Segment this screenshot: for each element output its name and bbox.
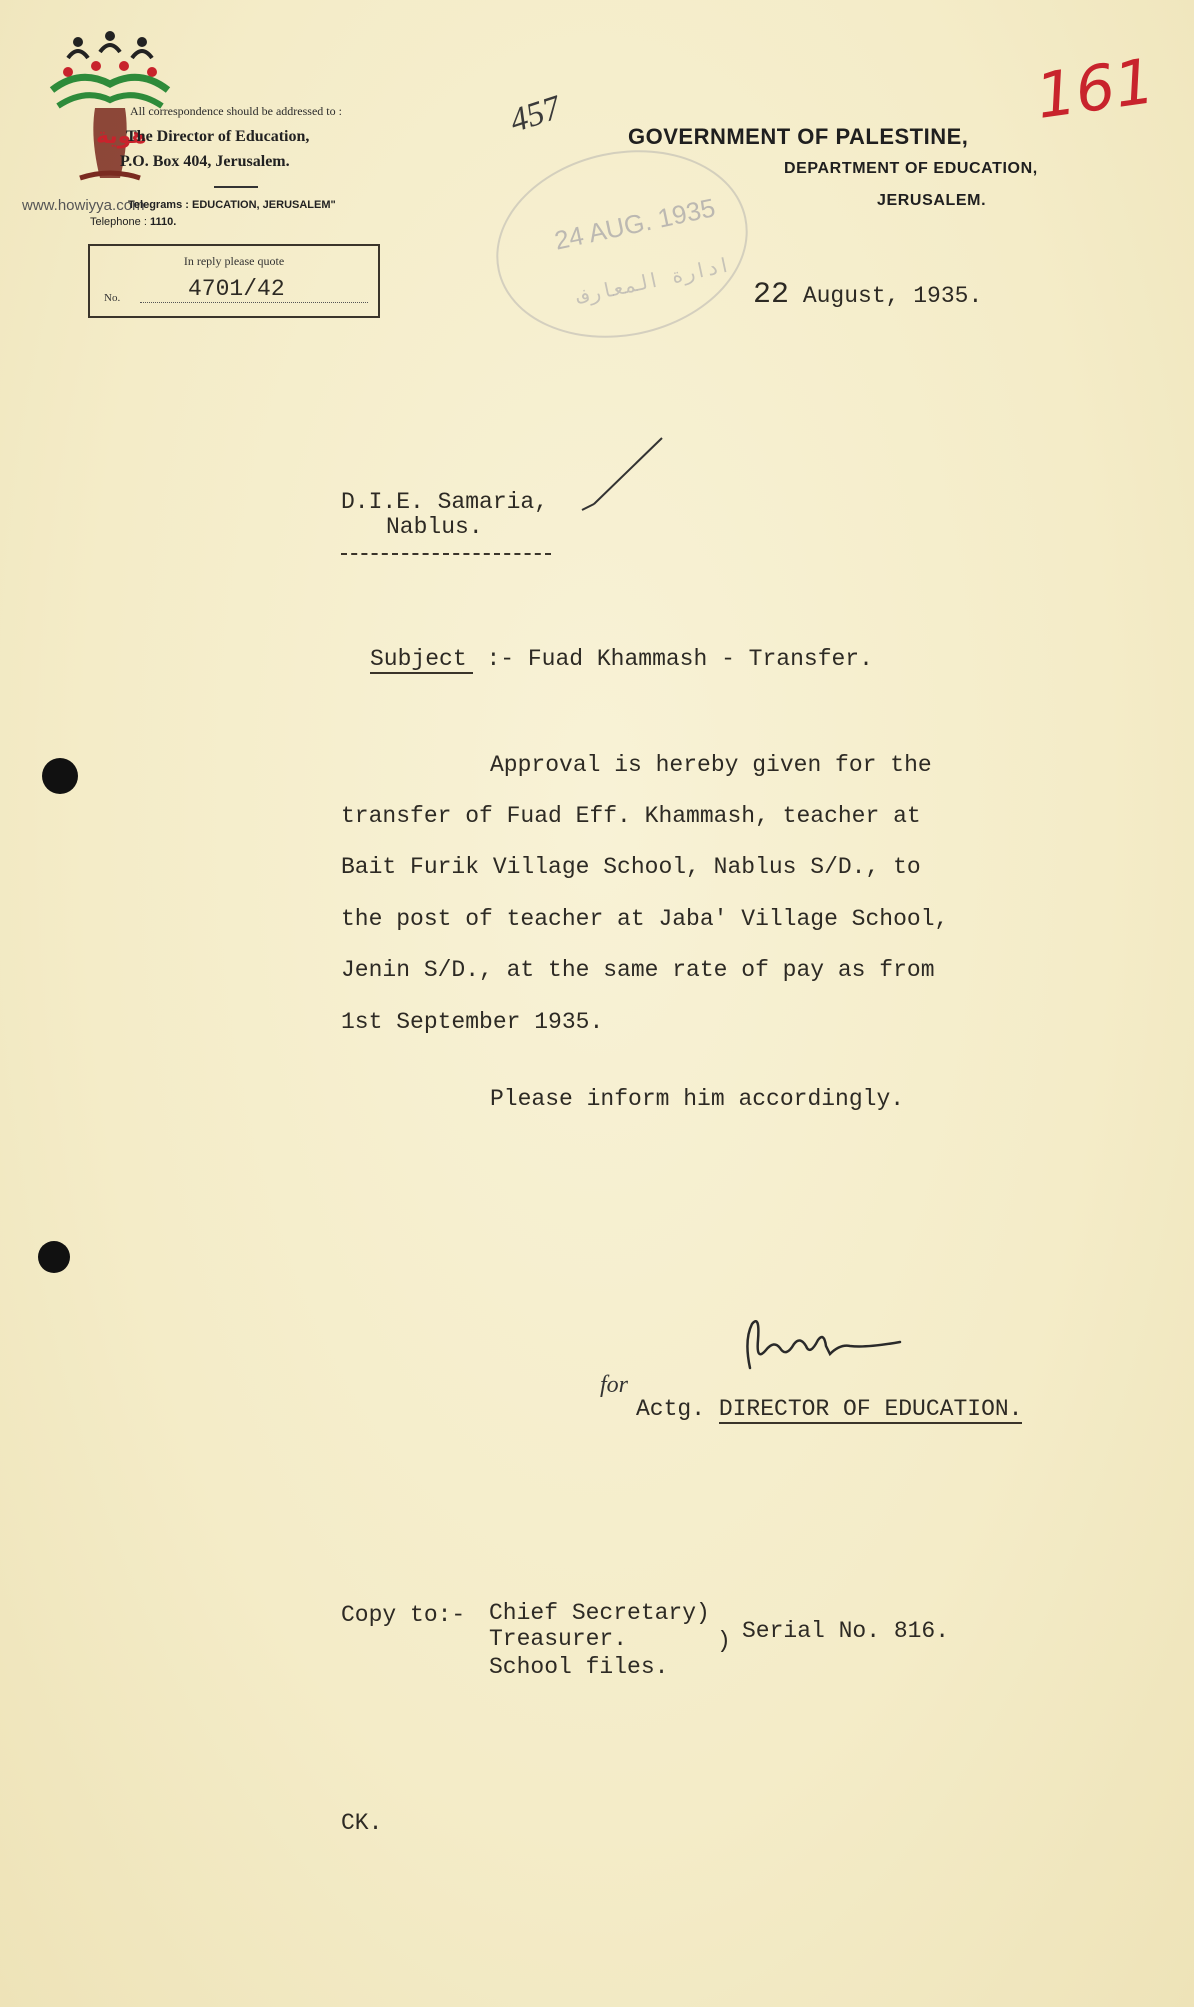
reply-quote-line: [140, 302, 368, 303]
closing-line: Please inform him accordingly.: [490, 1086, 905, 1112]
letter-date: [753, 278, 982, 312]
body-line-3: Bait Furik Village School, Nablus S/D., to: [341, 854, 921, 880]
letter-date-day: 22: [753, 278, 790, 312]
copy-to-treasurer: Treasurer.: [489, 1626, 628, 1652]
tick-icon: [580, 434, 670, 514]
punch-hole-bottom: [38, 1241, 70, 1273]
serial-number: Serial No. 816.: [742, 1618, 950, 1644]
subject-text: :- Fuad Khammash - Transfer.: [486, 646, 873, 672]
stamp-date: 24 AUG. 1935: [551, 192, 718, 256]
subject-label: Subject: [370, 646, 473, 674]
body-line-2: transfer of Fuad Eff. Khammash, teacher at: [341, 803, 921, 829]
stamp-arabic: ادارة المعارف: [575, 255, 733, 311]
signature-title: DIRECTOR OF EDUCATION.: [718, 1396, 1023, 1422]
city-heading: JERUSALEM.: [877, 192, 987, 209]
red-folio-number: 161: [1031, 44, 1159, 133]
address-pobox: P.O. Box 404, Jerusalem.: [120, 153, 290, 170]
correspondence-note: All correspondence should be addressed to :: [130, 104, 342, 118]
received-stamp: [479, 128, 766, 361]
red-folio-annotation: [1031, 44, 1158, 133]
letter-date-rest: August, 1935.: [802, 283, 983, 309]
signature: [730, 1310, 910, 1385]
handwritten-top-mark-text: 457: [505, 89, 566, 140]
signature-icon: [730, 1310, 910, 1380]
address-divider: [214, 186, 258, 188]
telephone-number: 1110.: [149, 216, 177, 228]
body-line-4: the post of teacher at Jaba' Village School,: [341, 906, 949, 932]
for-mark-text: for: [600, 1372, 629, 1398]
address-director: The Director of Education,: [126, 128, 310, 145]
for-mark: [600, 1372, 628, 1399]
watermark-url: www.howiyya.com: [22, 197, 145, 214]
punch-hole-top: [42, 758, 78, 794]
copy-to-school-files: School files.: [489, 1654, 669, 1680]
copy-to-label: Copy to:-: [341, 1602, 466, 1628]
copy-to-brace: ): [717, 1628, 731, 1654]
reply-quote-no-label: No.: [104, 292, 121, 304]
reply-quote-number: 4701/42: [188, 276, 285, 302]
subject-line: [370, 646, 873, 672]
reply-quote-box: [88, 244, 380, 318]
addressee-line-2: Nablus.: [386, 514, 483, 540]
telegrams: Telegrams : EDUCATION, JERUSALEM": [128, 199, 336, 211]
typist-initials: CK.: [341, 1810, 383, 1836]
reply-quote-title: In reply please quote: [183, 254, 285, 268]
department-heading: DEPARTMENT OF EDUCATION,: [784, 160, 1038, 177]
tick-mark: [580, 434, 670, 519]
telephone-label: Telephone :: [90, 216, 147, 228]
copy-to-chief-secretary: Chief Secretary): [489, 1600, 710, 1626]
government-heading: GOVERNMENT OF PALESTINE,: [628, 124, 969, 149]
handwritten-top-mark: [505, 89, 565, 141]
telephone-row: [90, 216, 176, 228]
body-line-1: Approval is hereby given for the: [490, 752, 932, 778]
body-line-5: Jenin S/D., at the same rate of pay as from: [341, 957, 935, 983]
addressee-line-1: D.I.E. Samaria,: [341, 489, 549, 515]
signature-block: [636, 1396, 1022, 1422]
logo-arabic-text: هوية: [96, 124, 147, 149]
body-line-6: 1st September 1935.: [341, 1009, 604, 1035]
addressee-rule: [341, 553, 551, 555]
signature-prefix: Actg.: [636, 1396, 706, 1422]
